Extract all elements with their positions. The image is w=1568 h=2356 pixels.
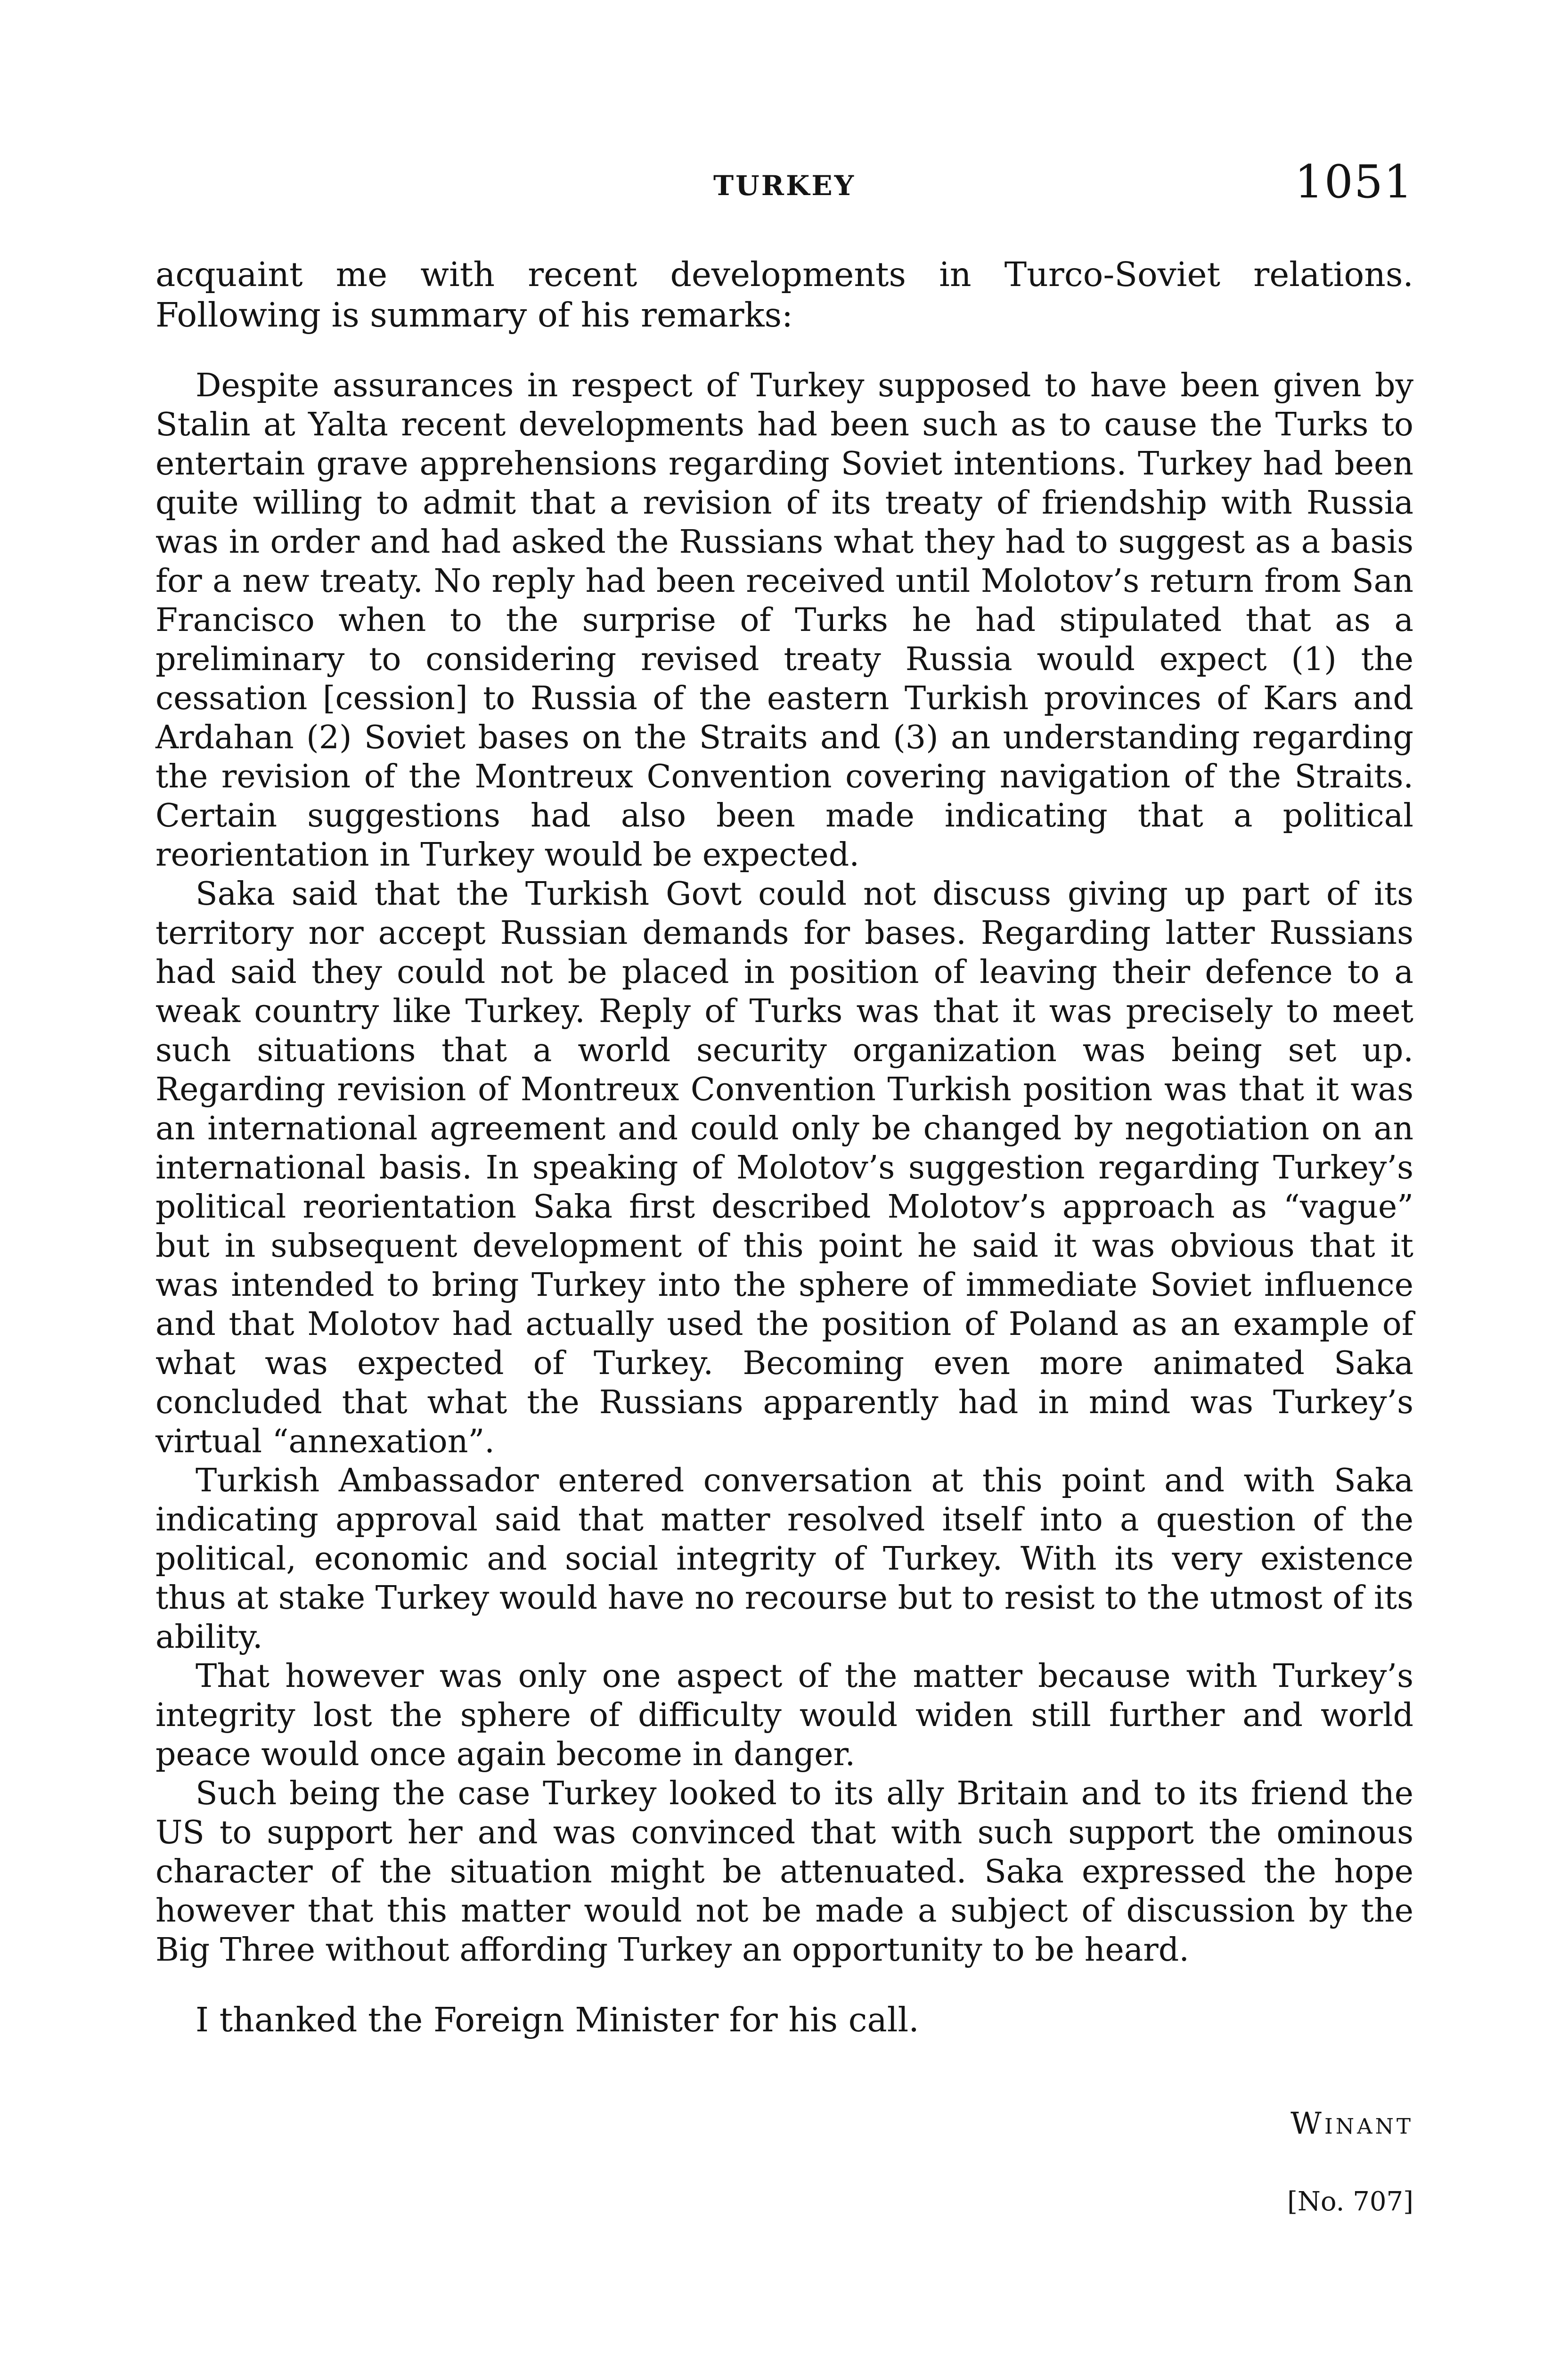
- summary-paragraph: Such being the case Turkey looked to its ally Britain and to its friend the US to support her and was convinced that with such support the ominous character of the situation might be attenuated. Saka expressed the hope however that this matter would not be made a subject of discussion by the Big Three without affording Turkey an opportunity to be heard.: [155, 1775, 1413, 1969]
- closing-sentence: I thanked the Foreign Minister for his call.: [196, 2000, 919, 2039]
- intro-paragraph: acquaint me with recent developments in Turco-Soviet relations. Following is summary of his remarks:: [155, 255, 1413, 335]
- page-number: 1051: [1294, 155, 1413, 208]
- summary-paragraph: Turkish Ambassador entered conversation at this point and with Saka indicating approval said that matter resolved itself into a question of the political, economic and social integrity of Turkey. With its very existence thus at stake Turkey would have no recourse but to resist to the utmost of its ability.: [155, 1462, 1413, 1656]
- document-body: [155, 254, 1413, 2039]
- summary-paragraph: Saka said that the Turkish Govt could not discuss giving up part of its territory nor accept Russian demands for bases. Regarding latter Russians had said they could not be placed in position of leaving their defence to a weak country like Turkey. Reply of Turks was that it was precisely to meet such situations that a world security organization was being set up. Regarding revision of Montreux Convention Turkish position was that it was an international agreement and could only be changed by negotiation on an international basis. In speaking of Molotov’s suggestion regarding Turkey’s political reorientation Saka first described Molotov’s approach as “vague” but in subsequent development of this point he said it was obvious that it was intended to bring Turkey into the sphere of immediate Soviet influence and that Molotov had actually used the position of Poland as an example of what was expected of Turkey. Becoming even more animated Saka concluded that what the Russians apparently had in mind was Turkey’s virtual “annexation”.: [155, 875, 1413, 1460]
- summary-paragraph: Despite assurances in respect of Turkey supposed to have been given by Stalin at Yalta recent developments had been such as to cause the Turks to entertain grave apprehensions regarding Soviet intentions. Turkey had been quite willing to admit that a revision of its treaty of friendship with Russia was in order and had asked the Russians what they had to suggest as a basis for a new treaty. No reply had been received until Molotov’s return from San Francisco when to the surprise of Turks he had stipulated that as a preliminary to considering revised treaty Russia would expect (1) the cessation [cession] to Russia of the eastern Turkish provinces of Kars and Ardahan (2) Soviet bases on the Straits and (3) an understanding regarding the revision of the Montreux Convention covering navigation of the Straits. Certain suggestions had also been made indicating that a political reorientation in Turkey would be expected.: [155, 367, 1413, 874]
- running-title: TURKEY: [713, 170, 856, 202]
- document-reference: [No. 707]: [1287, 2186, 1413, 2217]
- summary-paragraph: That however was only one aspect of the matter because with Turkey’s integrity lost the sphere of difficulty would widen still further and world peace would once again become in danger.: [155, 1658, 1413, 1773]
- running-header: [155, 155, 1413, 207]
- signature: Winant: [1290, 2106, 1413, 2141]
- quoted-summary: [155, 366, 1413, 1970]
